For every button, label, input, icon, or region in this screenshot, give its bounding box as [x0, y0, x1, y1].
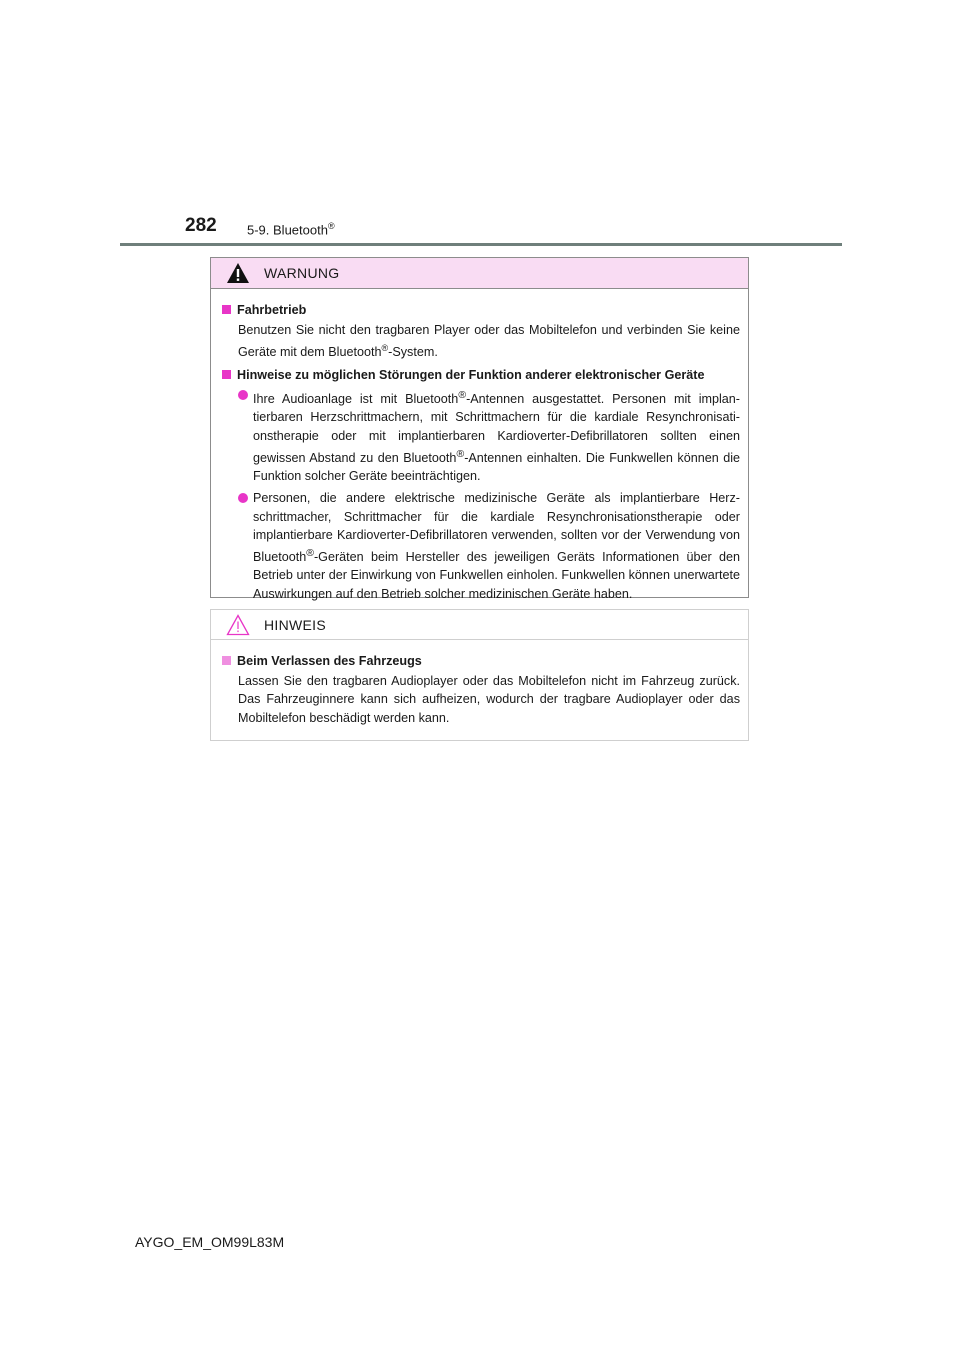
- section-title: [247, 221, 335, 237]
- warning-box: [210, 257, 749, 601]
- bullet-text-part: Personen, die andere elektrische medizinische Geräte als implantierbare Herzschrittmacher, Schrittmacher für die kardiale Resynchronisationstherapie oder implantierbare Kardioverter-Defibrillatoren verwenden, sollten vor der Verwendung von Bluetooth: [253, 491, 740, 565]
- hint-body: [211, 640, 748, 727]
- warning-heading-driving: [219, 301, 740, 319]
- hint-title: HINWEIS: [264, 616, 326, 633]
- bullet-text-part: -Antennen ausgestattet. Personen mit implantierbaren Herzschrittmachern, mit Schrittmachern für die kardiale Resynchronisationstherapie oder mit implantierbaren Kardioverter-Defibrillatoren sollten einen gewissen Abstand zu den Bluetooth: [253, 392, 740, 465]
- heading-text: Fahrbetrieb: [237, 303, 307, 317]
- paragraph-text: -System.: [388, 345, 438, 360]
- hint-header: [211, 610, 748, 640]
- registered-mark: ®: [327, 221, 335, 231]
- square-bullet-icon: [222, 370, 231, 379]
- hint-heading-leaving-vehicle: [219, 652, 740, 670]
- round-bullet-icon: [238, 390, 248, 400]
- heading-text: Beim Verlassen des Fahrzeugs: [237, 654, 422, 668]
- heading-text: Hinweise zu möglichen Störungen der Funktion anderer elektronischer Geräte: [237, 367, 705, 382]
- bullet-text: [253, 386, 740, 485]
- square-bullet-icon: [222, 656, 231, 665]
- round-bullet-icon: [238, 493, 248, 503]
- registered-mark: ®: [306, 547, 314, 559]
- bullet-text-part: -Antennen einhalten. Die Funkwellen können die Funktion solcher Geräte beeinträchtigen.: [253, 450, 740, 484]
- warning-triangle-icon: [226, 262, 250, 284]
- registered-mark: ®: [456, 447, 465, 460]
- warning-body: [211, 289, 748, 603]
- document-code: AYGO_EM_OM99L83M: [135, 1234, 285, 1250]
- header-rule: [120, 243, 842, 246]
- page-number: 282: [185, 215, 217, 236]
- bullet-text: [253, 489, 740, 602]
- hint-box: [210, 609, 749, 741]
- section-title-text: 5-9. Bluetooth: [247, 222, 328, 238]
- bullet-text-part: Ihre Audioanlage ist mit Bluetooth: [253, 392, 459, 407]
- warning-bullet-1: [238, 386, 740, 485]
- hint-paragraph: Lassen Sie den tragbaren Audioplayer oder das Mobiltelefon nicht im Fahrzeug zurück. Das Fahrzeuginnere kann sich aufheizen, wodurch der tragbare Audioplayer oder das Mobiltelefon beschädigt werden kann.: [238, 674, 740, 725]
- caution-triangle-icon: [226, 614, 250, 636]
- warning-bullet-2: [238, 489, 740, 602]
- warning-header: [211, 258, 748, 289]
- paragraph-text: Benutzen Sie nicht den tragbaren Player oder das Mobiltelefon und verbinden Sie keine Geräte mit dem Bluetooth: [238, 323, 740, 360]
- warning-title: WARNUNG: [264, 265, 340, 281]
- bullet-text-part: -Geräten beim Hersteller des jeweiligen Geräts Informationen über den Betrieb unter der Einwirkung von Funkwellen einholen. Funkwellen können unerwartete Auswirkungen auf den Betrieb solcher medizinischen Geräte haben.: [253, 550, 740, 601]
- registered-mark: ®: [381, 343, 389, 354]
- warning-heading-interference: [219, 366, 740, 384]
- square-bullet-icon: [222, 305, 231, 314]
- registered-mark: ®: [458, 389, 467, 401]
- warning-paragraph-driving: [238, 321, 740, 362]
